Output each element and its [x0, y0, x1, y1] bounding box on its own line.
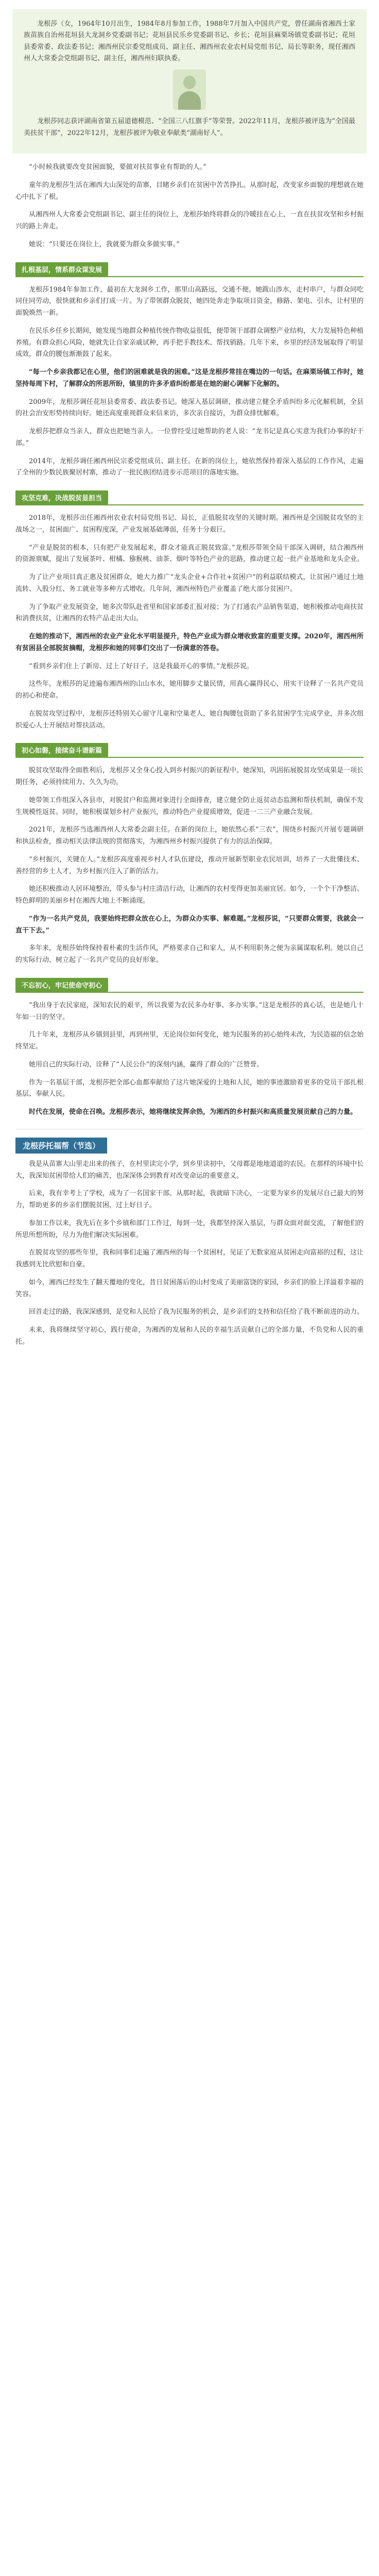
- section3-para-5: 她还积极推动人居环境整治，带头参与村庄清洁行动，让湘西的农村变得更加美丽宜居。如今，一个个干净整洁、特色鲜明的美丽乡村在湘西大地上不断涌现。: [15, 885, 364, 905]
- section5-para-6: 回首走过的路，我深深感到，是党和人民给了我为民服务的机会，是乡亲们的支持和信任给了我不断前进的动力。: [29, 1308, 364, 1316]
- section5-head: [15, 1138, 364, 1154]
- profile-box: [12, 9, 367, 154]
- article-content: [15, 162, 364, 1348]
- section2-para-3: 为了让产业项目真正惠及贫困群众，她大力推广“龙头企业+合作社+贫困户”的利益联结模式，让贫困户通过土地流转、入股分红、务工就业等多种方式增收。几年间，湘西州特色产业覆盖了绝大部分贫困户。: [15, 573, 364, 593]
- section4-para-5: 时代在发展，使命在召唤。龙根莎表示，她将继续发挥余热，为湘西的乡村振兴和高质量发展贡献自己的力量。: [29, 1108, 357, 1116]
- profile-honor: 龙根莎同志获评湖南省第五届道德模范、“全国三八红旗手”等荣誉。2022年11月，龙根莎被评选为“全国最美扶贫干部”，2022年12月，龙根莎被评为敬业奉献类“湖南好人”。: [24, 117, 355, 137]
- intro-para-1: 童年的龙根莎生活在湘西大山深处的苗寨，目睹乡亲们在贫困中苦苦挣扎。从那时起，改变家乡面貌的理想就在她心中扎下了根。: [15, 181, 364, 201]
- section2-title: 攻坚克难，决战脱贫显担当: [15, 490, 108, 504]
- section1-para-6: 2014年，龙根莎调任湘西州民宗委党组成员、副主任。在新的岗位上，她依然保持着深入基层的工作作风，走遍了全州的少数民族聚居村寨，推动了一批民族团结进步示范项目的落地实施。: [15, 457, 364, 477]
- section1-title: 扎根基层，情系群众谋发展: [15, 262, 108, 276]
- section2-para-8: 在脱贫攻坚过程中，龙根莎还特别关心留守儿童和空巢老人，她自掏腰包资助了多名贫困学生完成学业，并多次组织爱心人士开展结对帮扶活动。: [15, 709, 364, 730]
- section5-para-3: 参加工作以来，我先后在多个乡镇和部门工作过，每到一处，我都坚持深入基层，与群众面对面交流，了解他们的所思所想所盼，尽力为他们解决实际困难。: [15, 1219, 364, 1239]
- section2-para-1: 2018年，龙根莎出任湘西州农业农村局党组书记、局长，正值脱贫攻坚的关键时期。湘西州是全国脱贫攻坚的主战场之一，贫困面广、贫困程度深，产业发展基础薄弱，任务十分艰巨。: [15, 514, 364, 534]
- section2-para-6: “看到乡亲们住上了新房、过上了好日子，这是我最开心的事情。”龙根莎说。: [29, 662, 253, 670]
- section2-rule: [15, 504, 364, 505]
- section3-para-1: 脱贫攻坚取得全面胜利后，龙根莎又全身心投入到乡村振兴的新征程中。她深知，巩固拓展脱贫攻坚成果是一项长期任务，必须持续用力、久久为功。: [15, 767, 364, 787]
- section3-para-6: “作为一名共产党员，我要始终把群众放在心上，为群众办实事、解难题。”龙根莎说，“只要群众需要，我就会一直干下去。”: [15, 914, 364, 935]
- section3-para-2: 她带领工作组深入各县市，对脱贫户和监测对象进行全面排查，建立健全防止返贫动态监测和帮扶机制，确保不发生规模性返贫。同时，她积极谋划乡村产业振兴，推动特色产业提质增效，促进一二三产业融合发展。: [15, 796, 364, 816]
- avatar-wrap: [24, 70, 355, 110]
- section5-para-7: 未来，我将继续坚守初心，践行使命，为湘西的发展和人民的幸福生活贡献自己的全部力量，不负党和人民的重托。: [15, 1326, 364, 1346]
- section5-title: 龙根莎托福帮（节选）: [15, 1138, 107, 1154]
- section1-para-3: “每一个乡亲我都记在心里，他们的困难就是我的困难。”这是龙根莎常挂在嘴边的一句话。在麻栗场镇工作时，她坚持每周下村，了解群众的所思所盼，镇里的许多矛盾纠纷都是在她的耐心调解下化解的。: [15, 368, 364, 388]
- section3-para-4: “乡村振兴，关键在人。”龙根莎高度重视乡村人才队伍建设，推动开展新型职业农民培训，培养了一大批懂技术、善经营的乡土人才，为乡村振兴注入了新的活力。: [15, 855, 364, 875]
- section1-rule: [15, 276, 364, 277]
- section1-head: [15, 262, 364, 277]
- section2-para-2: “产业是脱贫的根本，只有把产业发展起来，群众才能真正脱贫致富。”龙根莎带领全局干部深入调研，结合湘西州的资源禀赋，提出了发展茶叶、柑橘、猕猴桃、油茶、烟叶等特色产业的思路，推动建立起一批产业基地和龙头企业。: [15, 544, 364, 564]
- section3-para-3: 2021年，龙根莎当选湘西州人大常委会副主任。在新的岗位上，她依然心系“三农”，围绕乡村振兴开展专题调研和执法检查，推动相关法律法规的贯彻落实，为湘西州乡村振兴提供了有力的法治保障。: [15, 826, 364, 846]
- section4-title: 不忘初心，牢记使命守初心: [15, 978, 108, 992]
- section4-para-1: “我出身于农民家庭，深知农民的艰辛，所以我要为农民多办好事、多办实事。”这是龙根莎的真心话，也是她几十年如一日的坚守。: [15, 1001, 364, 1021]
- section1-para-5: 龙根莎把群众当亲人，群众也把她当亲人。一位曾经受过她帮助的老人说：“龙书记是真心实意为我们办事的好干部。”: [15, 428, 364, 447]
- section3-head: [15, 743, 364, 758]
- section3-para-7: 多年来，龙根莎始终保持着朴素的生活作风，严格要求自己和家人，从不利用职务之便为亲属谋取私利。她以自己的实际行动，树立起了一名共产党员的良好形象。: [15, 944, 364, 964]
- intro-para-2: 从湘西州人大常委会党组副书记、副主任的岗位上，龙根莎始终将群众的冷暖挂在心上，一直在扶贫攻坚和乡村振兴的路上奔走。: [15, 211, 364, 231]
- section5-para-4: 在脱贫攻坚的那些年里，我和同事们走遍了湘西州的每一个贫困村，见证了无数家庭从贫困走向富裕的过程，这让我感到无比欣慰和自豪。: [15, 1249, 364, 1269]
- portrait-photo: [173, 70, 206, 110]
- section4-head: [15, 978, 364, 993]
- section2-head: [15, 490, 364, 505]
- section5-para-1: 我是从苗寨大山里走出来的孩子，在村里读完小学，到乡里读初中，父母都是地地道道的农民。在那样的环境中长大，我深知贫困带给人们的痛苦，也深深体会到教育对改变命运的重要意义。: [15, 1160, 364, 1180]
- section3-rule: [15, 757, 364, 758]
- section1-para-4: 2009年，龙根莎调任花垣县委常委、政法委书记。她深入基层调研，推动建立健全矛盾纠纷多元化解机制，全县的社会治安形势持续向好。她还高度重视群众来信来访，多次亲自接访，为群众排忧解难。: [15, 398, 364, 418]
- section4-rule: [15, 992, 364, 993]
- intro-quote-1: “小时候我就要改变贫困面貌，要做对扶贫事业有帮助的人。”: [29, 163, 206, 172]
- section4-para-3: 她用自己的实际行动，诠释了“人民公仆”的深刻内涵，赢得了群众的广泛赞誉。: [29, 1060, 264, 1069]
- section2-para-5: 在她的推动下，湘西州的农业产业化水平明显提升，特色产业成为群众增收致富的重要支撑。2020年，湘西州所有贫困县全部脱贫摘帽，龙根莎和她的同事们交出了一份满意的答卷。: [15, 633, 364, 652]
- section2-para-4: 为了争取产业发展资金，她多次带队赴省里和国家部委汇报对接；为了打通农产品销售渠道，她积极推动电商扶贫和消费扶贫，让湘西的农特产品走出大山。: [15, 603, 364, 623]
- section1-para-1: 龙根莎1984年参加工作，最初在大龙洞乡工作，那里山高路远，交通不便。她跋山涉水，走村串户，与群众同吃同住同劳动，很快就和乡亲们打成一片。为了带领群众脱贫，她四处奔走争取项目资金，修路、架电、引水，让村里的面貌焕然一新。: [15, 285, 364, 317]
- section4-para-2: 几十年来，龙根莎从乡镇到县里，再到州里，无论岗位如何变化，她为民服务的初心始终未改，为民造福的信念始终坚定。: [15, 1031, 364, 1051]
- section5-para-5: 如今，湘西已经发生了翻天覆地的变化，昔日贫困落后的山村变成了美丽富饶的家园，乡亲们的脸上洋溢着幸福的笑容。: [15, 1278, 364, 1298]
- section2-para-7: 这些年，龙根莎的足迹遍布湘西州的山山水水，她用脚步丈量民情，用真心赢得民心，用实干诠释了一名共产党员的初心和使命。: [15, 680, 364, 700]
- section4-para-4: 作为一名基层干部，龙根莎把全部心血都奉献给了这片她深爱的土地和人民，她的事迹激励着更多的党员干部扎根基层、奉献人民。: [15, 1078, 364, 1098]
- section3-title: 初心如磐，接续奋斗谱新篇: [15, 743, 108, 757]
- intro-para-3: 她说：“只要还在岗位上，我就要为群众多做实事。”: [29, 240, 180, 248]
- section5-para-2: 后来，我有幸考上了学校，成为了一名国家干部。从那时起，我就暗下决心，一定要为家乡的发展尽自己最大的努力，帮助更多的乡亲们摆脱贫困，过上好日子。: [15, 1190, 364, 1210]
- profile-intro: 龙根莎（女，1964年10月出生，1984年8月参加工作，1988年7月加入中国共产党，曾任湖南省湘西土家族苗族自治州花垣县大龙洞乡党委副书记；花垣县民乐乡党委副书记、乡长；花垣县麻栗场镇党委副书记；花垣县委常委、政法委书记；湘西州民宗委党组成员、副主任、湘西州农业农村局党组书记、局长等职务，现任湘西州人大常委会党组副书记、副主任，湘西州妇联执委。: [24, 20, 355, 63]
- section1-para-2: 在民乐乡任乡长期间，她发现当地群众种植传统作物收益很低，便带领干部群众调整产业结构，大力发展特色种植养殖。有群众担心风险，她就先让自家亲戚试种，再手把手教技术、帮找销路。几年下来，乡里的经济发展取得了明显成效，群众的腰包渐渐鼓了起来。: [15, 327, 364, 359]
